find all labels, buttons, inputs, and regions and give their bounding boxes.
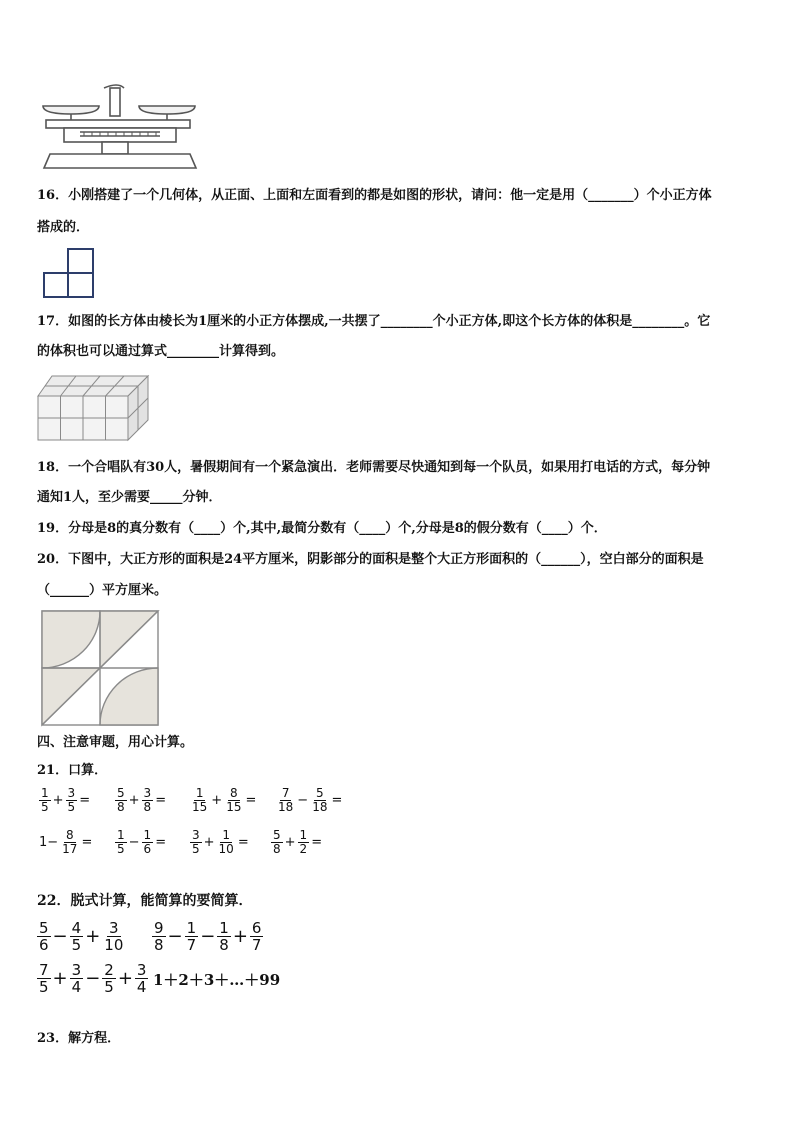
q17-line1: 17．如图的长方体由棱长为1厘米的小正方体摆成,一共摆了________个小正方体,即这个长方体的体积是________。它 [37, 314, 711, 329]
q18-line2: 通知1人，至少需要_____分钟． [37, 490, 222, 505]
q22-label: 22．脱式计算，能简算的要简算． [37, 893, 253, 909]
q22-expr-1: $\frac{5}{6}$ − $\frac{4}{5}$ + $\frac{3}{10}$ [39, 919, 124, 954]
section4-title: 四、注意审题，用心计算。 [37, 735, 194, 750]
q17-line2: 的体积也可以通过算式________计算得到。 [37, 344, 285, 359]
shaded-square-figure [40, 609, 160, 727]
l-shape-squares-figure [42, 247, 96, 301]
q21-expr-2: $\frac{5}{8}$ + $\frac{3}{8}$ = [117, 786, 167, 814]
q19-line1: 19．分母是8的真分数有（____）个,其中,最简分数有（____）个,分母是8的假分数有（____）个． [37, 521, 607, 536]
q20-line1: 20．下图中，大正方形的面积是24平方厘米，阴影部分的面积是整个大正方形面积的（______），空白部分的面积是 [37, 552, 704, 567]
q23-label: 23．解方程． [37, 1031, 121, 1046]
q21-expr-5: 1− $\frac{8}{17}$ = [39, 828, 93, 856]
q21-expr-3: $\frac{1}{15}$ + $\frac{8}{15}$ = [192, 786, 257, 814]
q18-line1: 18．一个合唱队有30人，暑假期间有一个紧急演出．老师需要尽快通知到每一个队员，如果用打电话的方式，每分钟 [37, 460, 711, 475]
q21-expr-7: $\frac{3}{5}$ + $\frac{1}{10}$ = [192, 828, 249, 856]
q21-expr-6: $\frac{1}{5}$ − $\frac{1}{6}$ = [117, 828, 167, 856]
balance-scale-figure [40, 80, 200, 172]
q21-label: 21．口算． [37, 763, 108, 778]
q21-expr-1: $\frac{1}{5}$ + $\frac{3}{5}$ = [41, 786, 91, 814]
q21-expr-8: $\frac{5}{8}$ + $\frac{1}{2}$ = [273, 828, 323, 856]
q21-expr-4: $\frac{7}{18}$ − $\frac{5}{18}$ = [278, 786, 343, 814]
cuboid-of-cubes-figure [36, 372, 152, 444]
q16-line2: 搭成的． [37, 220, 90, 235]
q22-expr-4: 1＋2＋3＋…＋99 [153, 971, 281, 989]
q20-line2: （______）平方厘米。 [37, 583, 168, 598]
q16-line1: 16．小刚搭建了一个几何体，从正面、上面和左面看到的都是如图的形状，请问：他一定是用（_______）个小正方体 [37, 188, 712, 203]
q22-expr-3: $\frac{7}{5}$ + $\frac{3}{4}$ − $\frac{2}{5}$ + $\frac{3}{4}$ [39, 961, 147, 996]
q22-expr-2: $\frac{9}{8}$ − $\frac{1}{7}$ − $\frac{1}{8}$ + $\frac{6}{7}$ [154, 919, 262, 954]
